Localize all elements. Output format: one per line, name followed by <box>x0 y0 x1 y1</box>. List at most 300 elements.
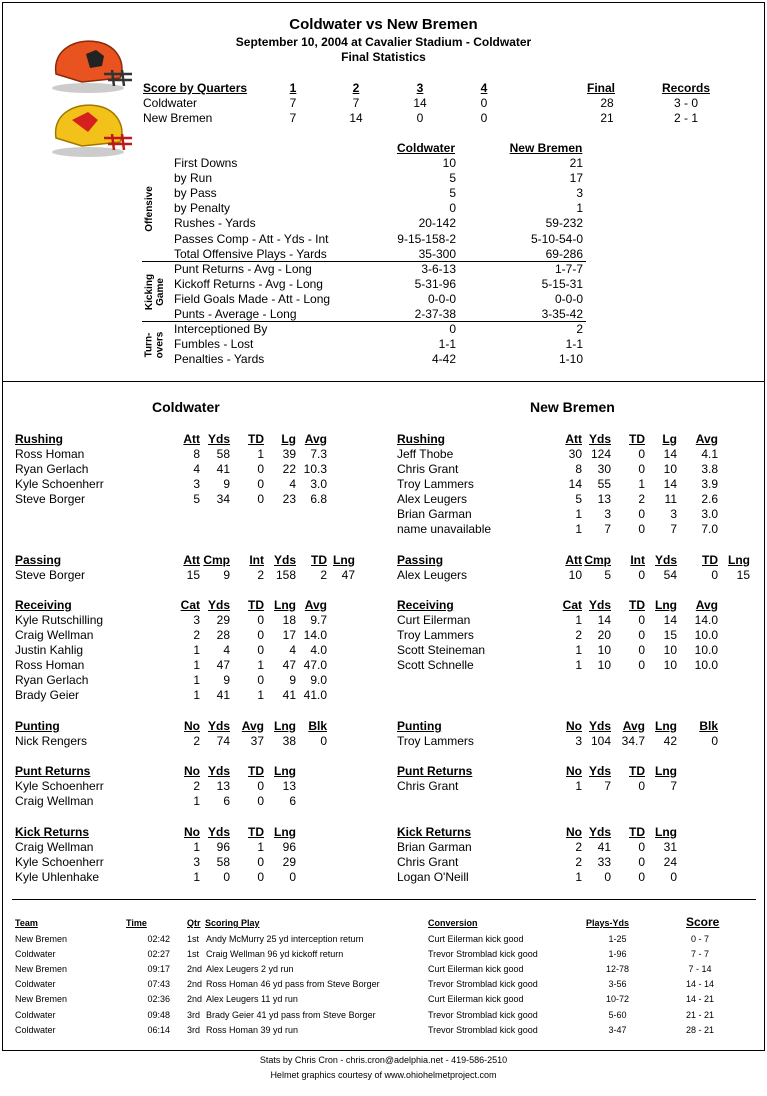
scoring-score: 21 - 21 <box>685 1009 715 1020</box>
stat-cell: 41 <box>597 840 611 854</box>
column-header: Yds <box>207 719 230 733</box>
scoring-qtr: 3rd <box>187 1009 201 1020</box>
scoring-conversion: Trevor Stromblad kick good <box>428 979 538 990</box>
stat-cell: 15 <box>736 568 750 582</box>
stat-cell: 1 <box>257 840 264 854</box>
stat-cell: 29 <box>282 855 296 870</box>
stat-cell: 41 <box>216 688 230 703</box>
team-stat-value: 5 <box>449 186 456 201</box>
scoring-header-time: Time <box>126 918 147 928</box>
scoring-conversion: Trevor Stromblad kick good <box>428 949 538 960</box>
stat-cell: 0 <box>711 568 718 582</box>
stat-cell: 2 <box>638 492 645 507</box>
column-header: Yds <box>207 825 230 839</box>
column-header: TD <box>702 553 718 567</box>
section-heading: Punting <box>15 719 60 733</box>
scoring-team: Coldwater <box>15 949 56 960</box>
scoring-score: 7 - 7 <box>690 949 709 960</box>
stat-cell: 20 <box>597 628 611 643</box>
records-header: Records <box>661 81 711 95</box>
stat-cell: 7 <box>670 779 677 793</box>
stat-cell: 9.0 <box>310 673 327 688</box>
team-stat-label: Total Offensive Plays - Yards <box>174 246 327 261</box>
stat-cell: 29 <box>216 613 230 627</box>
stat-cell: 96 <box>216 840 230 854</box>
player-name: Alex Leugers <box>397 492 468 507</box>
stat-cell: 47.0 <box>303 658 327 673</box>
team-stat-value: 35-300 <box>418 246 456 261</box>
column-header: Yds <box>588 825 611 839</box>
stat-cell: 5 <box>193 492 200 507</box>
team-record: 3 - 0 <box>673 96 698 110</box>
player-name: Chris Grant <box>397 779 459 793</box>
group-vertical-label: Kicking Game <box>143 273 166 310</box>
column-header: Yds <box>654 553 677 567</box>
stat-cell: 2 <box>193 779 200 793</box>
group-vertical-label: Turn-overs <box>143 331 166 359</box>
player-name: Brian Garman <box>397 507 472 522</box>
stat-cell: 1 <box>575 643 582 658</box>
scoring-header-plays: Plays-Yds <box>586 918 630 928</box>
column-header: TD <box>629 825 645 839</box>
footer-credit: Stats by Chris Cron - chris.cron@adelphia.net - 419-586-2510 <box>259 1055 508 1065</box>
stat-cell: 8 <box>575 462 582 477</box>
scoring-plays-yds: 3-47 <box>608 1024 627 1035</box>
stat-cell: 0 <box>638 507 645 522</box>
final-statistics-label: Final Statistics <box>341 50 426 64</box>
column-header: Lg <box>281 432 296 446</box>
player-name: Troy Lammers <box>397 477 474 492</box>
stat-cell: 0 <box>711 734 718 748</box>
column-header: Cat <box>562 598 582 612</box>
stat-cell: 74 <box>216 734 230 748</box>
quarter-header: 3 <box>416 81 424 95</box>
stat-cell: 104 <box>590 734 611 748</box>
player-name: Kyle Schoenherr <box>15 855 104 870</box>
player-name: Craig Wellman <box>15 794 94 809</box>
team-stat-value: 1-7-7 <box>554 261 583 276</box>
stat-cell: 0 <box>670 870 677 885</box>
scoring-score: 7 - 14 <box>688 964 712 975</box>
stat-cell: 1 <box>193 688 200 703</box>
new-bremen-title: New Bremen <box>530 399 615 415</box>
team-stat-value: 0 <box>449 201 456 216</box>
stat-cell: 1 <box>193 870 200 885</box>
stat-cell: 11 <box>664 492 677 507</box>
stat-cell: 3.8 <box>701 462 718 477</box>
scoring-qtr: 2nd <box>187 964 203 975</box>
stat-cell: 1 <box>257 658 264 673</box>
stat-cell: 0 <box>604 870 611 885</box>
column-header: No <box>184 719 200 733</box>
stat-cell: 4 <box>193 462 200 477</box>
stat-cell: 4.0 <box>310 643 327 658</box>
scoring-team: Coldwater <box>15 1024 56 1035</box>
section-heading: Receiving <box>397 598 454 612</box>
quarter-header: 2 <box>352 81 360 95</box>
stat-cell: 1 <box>638 477 645 492</box>
team-stat-value: 3 <box>576 186 583 201</box>
stat-cell: 2 <box>193 734 200 748</box>
team-stat-value: 59-232 <box>545 216 583 231</box>
stat-cell: 2 <box>193 628 200 643</box>
team-stat-label: by Run <box>174 171 213 186</box>
column-header: Lng <box>655 764 677 778</box>
team-stat-label: Fumbles - Lost <box>174 337 254 352</box>
stat-cell: 96 <box>282 840 296 854</box>
stat-cell: 42 <box>663 734 677 748</box>
stat-cell: 39 <box>282 447 296 461</box>
scoring-header-team: Team <box>15 918 38 928</box>
quarter-score: 14 <box>413 96 427 110</box>
stat-cell: 30 <box>568 447 582 461</box>
stat-cell: 2 <box>257 568 264 582</box>
player-name: Chris Grant <box>397 462 459 477</box>
column-header: Yds <box>588 432 611 446</box>
player-name: Craig Wellman <box>15 628 94 643</box>
stat-cell: 14 <box>597 613 611 627</box>
team-stat-value: 0-0-0 <box>554 291 583 306</box>
scoring-conversion: Trevor Stromblad kick good <box>428 1009 538 1020</box>
stat-cell: 10.0 <box>694 628 718 643</box>
stat-cell: 1 <box>575 779 582 793</box>
player-name: Logan O'Neill <box>397 870 469 885</box>
stat-cell: 34.7 <box>621 734 645 748</box>
scoring-conversion: Curt Eilerman kick good <box>428 964 524 975</box>
stat-cell: 14.0 <box>303 628 327 643</box>
column-header: TD <box>248 598 264 612</box>
stat-cell: 3.9 <box>701 477 718 492</box>
quarter-header: 1 <box>289 81 297 95</box>
stat-cell: 10.0 <box>694 658 718 673</box>
team-stat-value: 9-15-158-2 <box>397 231 456 246</box>
team-stat-value: 1 <box>576 201 583 216</box>
scoring-conversion: Trevor Stromblad kick good <box>428 1024 538 1035</box>
column-header: Yds <box>588 764 611 778</box>
stat-cell: 0 <box>223 870 230 885</box>
column-header: TD <box>248 825 264 839</box>
team-stat-label: by Penalty <box>174 201 231 216</box>
stat-cell: 55 <box>597 477 611 492</box>
stat-cell: 0 <box>257 855 264 870</box>
player-name: Justin Kahlig <box>15 643 84 658</box>
stat-cell: 15 <box>663 628 677 643</box>
scoring-play: Alex Leugers 2 yd run <box>206 964 294 975</box>
section-heading: Rushing <box>397 432 445 446</box>
stat-cell: 1 <box>193 643 200 658</box>
stat-cell: 58 <box>216 855 230 870</box>
stat-cell: 58 <box>216 447 230 461</box>
column-header: Yds <box>588 719 611 733</box>
stat-cell: 7 <box>604 522 611 537</box>
stat-cell: 2 <box>575 628 582 643</box>
stat-cell: 33 <box>597 855 611 870</box>
column-header: No <box>184 764 200 778</box>
stat-cell: 0 <box>257 492 264 507</box>
player-name: name unavailable <box>397 522 492 537</box>
scoring-team: New Bremen <box>15 934 68 944</box>
scoring-qtr: 2nd <box>187 994 203 1005</box>
team-stat-value: 20-142 <box>418 216 456 231</box>
team-stat-value: 1-1 <box>438 337 456 352</box>
stat-cell: 2 <box>320 568 327 582</box>
stat-cell: 28 <box>216 628 230 643</box>
stat-cell: 10 <box>663 643 677 658</box>
stat-cell: 3 <box>193 477 200 492</box>
stat-cell: 0 <box>257 779 264 793</box>
team-stat-label: Interceptioned By <box>174 322 268 337</box>
stat-cell: 0 <box>638 628 645 643</box>
column-header: TD <box>311 553 327 567</box>
stat-cell: 3 <box>670 507 677 522</box>
stat-cell: 0 <box>638 855 645 870</box>
stat-cell: 1 <box>193 840 200 854</box>
column-header: Avg <box>304 598 327 612</box>
stat-cell: 10 <box>597 658 611 673</box>
scoring-time: 06:14 <box>147 1024 170 1035</box>
scoring-qtr: 2nd <box>187 979 203 990</box>
final-score: 28 <box>600 96 614 110</box>
score-by-quarters-heading: Score by Quarters <box>143 81 248 95</box>
player-name: Kyle Rutschilling <box>15 613 104 627</box>
section-heading: Passing <box>397 553 444 567</box>
team-stat-value: 5-10-54-0 <box>530 231 583 246</box>
stat-cell: 5 <box>604 568 611 582</box>
player-name: Jeff Thobe <box>397 447 454 461</box>
final-header: Final <box>586 81 615 95</box>
scoring-score: 28 - 21 <box>685 1024 715 1035</box>
stat-cell: 7 <box>670 522 677 537</box>
stat-cell: 47 <box>341 568 355 582</box>
final-score: 21 <box>600 111 614 125</box>
scoring-plays-yds: 10-72 <box>605 994 630 1005</box>
stat-cell: 14 <box>663 477 677 492</box>
section-heading: Kick Returns <box>397 825 472 839</box>
stat-cell: 10 <box>597 643 611 658</box>
scoring-time: 02:27 <box>147 949 170 960</box>
stat-cell: 124 <box>590 447 611 461</box>
stat-cell: 0 <box>638 568 645 582</box>
column-header: Int <box>630 553 645 567</box>
quarter-score: 0 <box>416 111 424 125</box>
stat-cell: 3.0 <box>310 477 327 492</box>
player-name: Ryan Gerlach <box>15 462 89 477</box>
team-stat-value: 10 <box>442 156 456 170</box>
stat-cell: 0 <box>638 462 645 477</box>
scoring-conversion: Curt Eilerman kick good <box>428 934 524 944</box>
stat-cell: 1 <box>193 658 200 673</box>
stat-cell: 0 <box>320 734 327 748</box>
column-header: No <box>566 764 582 778</box>
column-header: Blk <box>699 719 718 733</box>
stat-cell: 0 <box>638 840 645 854</box>
page-subtitle: September 10, 2004 at Cavalier Stadium - Coldwater <box>235 35 532 49</box>
stat-cell: 31 <box>663 840 677 854</box>
scoring-score: 0 - 7 <box>690 934 709 944</box>
stat-cell: 4 <box>289 643 296 658</box>
column-header: Yds <box>273 553 296 567</box>
team-stat-value: 5-15-31 <box>541 276 583 291</box>
stat-cell: 0 <box>289 870 296 885</box>
scoring-play: Ross Homan 39 yd run <box>206 1024 299 1035</box>
team-stat-value: 3-6-13 <box>421 261 456 276</box>
stat-cell: 0 <box>638 870 645 885</box>
team-stat-value: 5 <box>449 171 456 186</box>
column-header: Yds <box>588 598 611 612</box>
scoring-header-conversion: Conversion <box>428 918 478 928</box>
column-header: Avg <box>622 719 645 733</box>
footer-helmet-credit: Helmet graphics courtesy of www.ohiohelmetproject.com <box>270 1070 497 1080</box>
stat-cell: 6 <box>223 794 230 809</box>
stat-cell: 1 <box>257 447 264 461</box>
stat-cell: 3.0 <box>701 507 718 522</box>
stat-cell: 4.1 <box>701 447 718 461</box>
scoring-play: Andy McMurry 25 yd interception return <box>206 934 364 944</box>
stat-cell: 0 <box>257 462 264 477</box>
column-header: TD <box>248 432 264 446</box>
player-name: Brian Garman <box>397 840 472 854</box>
scoring-plays-yds: 1-96 <box>608 949 627 960</box>
team-stat-value: 0 <box>449 322 456 337</box>
stat-cell: 10 <box>663 462 677 477</box>
scoring-play: Ross Homan 46 yd pass from Steve Borger <box>206 979 380 990</box>
stat-cell: 1 <box>193 794 200 809</box>
team-stat-label: Penalties - Yards <box>174 352 265 367</box>
scoring-header-qtr: Qtr <box>187 918 201 928</box>
quarter-score: 14 <box>349 111 363 125</box>
stat-cell: 10 <box>568 568 582 582</box>
stat-cell: 18 <box>282 613 296 627</box>
stat-cell: 10 <box>663 658 677 673</box>
stat-cell: 9.7 <box>310 613 327 627</box>
scoring-qtr: 1st <box>187 949 200 960</box>
team-stat-value: 2 <box>576 322 583 337</box>
stat-cell: 15 <box>186 568 200 582</box>
team-stat-value: 1-10 <box>558 352 583 367</box>
stat-cell: 34 <box>216 492 230 507</box>
stat-cell: 14.0 <box>694 613 718 627</box>
team-stats-header: Coldwater <box>396 141 455 155</box>
column-header: Yds <box>207 432 230 446</box>
stat-cell: 9 <box>223 477 230 492</box>
stat-cell: 47 <box>216 658 230 673</box>
stat-cell: 0 <box>638 643 645 658</box>
scoring-plays-yds: 5-60 <box>608 1009 627 1020</box>
stat-cell: 0 <box>638 447 645 461</box>
player-name: Alex Leugers <box>397 568 468 582</box>
stat-cell: 24 <box>663 855 677 870</box>
stat-cell: 23 <box>282 492 296 507</box>
stat-cell: 9 <box>289 673 296 688</box>
section-heading: Receiving <box>15 598 72 612</box>
column-header: Lng <box>655 719 677 733</box>
column-header: Att <box>565 432 582 446</box>
stat-cell: 2 <box>575 840 582 854</box>
stat-cell: 13 <box>597 492 611 507</box>
column-header: Lg <box>662 432 677 446</box>
stat-cell: 17 <box>282 628 296 643</box>
team-stat-label: by Pass <box>174 186 217 201</box>
column-header: Lng <box>274 764 296 778</box>
scoring-score: 14 - 21 <box>685 994 715 1005</box>
stat-cell: 158 <box>275 568 296 582</box>
stat-cell: 41 <box>216 462 230 477</box>
column-header: Lng <box>655 598 677 612</box>
stat-cell: 0 <box>257 673 264 688</box>
coldwater-title: Coldwater <box>152 399 220 415</box>
player-name: Ross Homan <box>15 658 85 673</box>
team-record: 2 - 1 <box>673 111 698 125</box>
quarter-score: 7 <box>352 96 360 110</box>
scoring-team: Coldwater <box>15 1009 56 1020</box>
player-name: Scott Steineman <box>397 643 486 658</box>
column-header: No <box>184 825 200 839</box>
team-stat-label: Rushes - Yards <box>174 216 256 231</box>
team-stat-value: 5-31-96 <box>414 276 456 291</box>
stat-cell: 0 <box>638 522 645 537</box>
column-header: Blk <box>308 719 327 733</box>
stat-cell: 30 <box>597 462 611 477</box>
scoring-plays-yds: 3-56 <box>608 979 627 990</box>
scoring-time: 07:43 <box>147 979 170 990</box>
stat-cell: 5 <box>575 492 582 507</box>
stat-cell: 0 <box>257 613 264 627</box>
player-name: Kyle Schoenherr <box>15 779 104 793</box>
stat-cell: 3 <box>575 734 582 748</box>
scoring-qtr: 3rd <box>187 1024 201 1035</box>
stat-cell: 38 <box>282 734 296 748</box>
scoring-plays-yds: 12-78 <box>605 964 630 975</box>
column-header: No <box>566 719 582 733</box>
team-stat-label: Passes Comp - Att - Yds - Int <box>174 231 329 246</box>
quarter-score: 0 <box>480 111 488 125</box>
team-stat-value: 4-42 <box>431 352 456 367</box>
scoring-score: 14 - 14 <box>685 979 715 990</box>
scoring-time: 02:36 <box>147 994 170 1005</box>
quarter-row-team: Coldwater <box>143 96 198 110</box>
stat-cell: 1 <box>575 870 582 885</box>
scoring-time: 09:48 <box>147 1009 170 1020</box>
scoring-team: New Bremen <box>15 994 68 1005</box>
column-header: Cmp <box>203 553 230 567</box>
column-header: TD <box>629 598 645 612</box>
column-header: Yds <box>207 598 230 612</box>
team-stat-value: 1-1 <box>565 337 583 352</box>
column-header: Avg <box>241 719 264 733</box>
section-divider <box>2 381 765 382</box>
stat-cell: 1 <box>575 522 582 537</box>
stat-cell: 0 <box>257 477 264 492</box>
player-name: Ryan Gerlach <box>15 673 89 688</box>
stat-cell: 37 <box>250 734 264 748</box>
team-stat-label: Punt Returns - Avg - Long <box>174 261 312 276</box>
column-header: Lng <box>274 825 296 839</box>
stat-cell: 0 <box>257 794 264 809</box>
stat-cell: 10.3 <box>303 462 327 477</box>
stat-cell: 0 <box>257 643 264 658</box>
scoring-plays-yds: 1-25 <box>608 934 627 944</box>
player-name: Chris Grant <box>397 855 459 870</box>
column-header: TD <box>248 764 264 778</box>
stat-cell: 54 <box>663 568 677 582</box>
quarter-score: 0 <box>480 96 488 110</box>
column-header: No <box>566 825 582 839</box>
column-header: Lng <box>728 553 750 567</box>
stat-cell: 1 <box>575 613 582 627</box>
column-header: Avg <box>695 598 718 612</box>
team-stat-label: First Downs <box>174 156 238 170</box>
quarter-row-team: New Bremen <box>143 111 213 125</box>
